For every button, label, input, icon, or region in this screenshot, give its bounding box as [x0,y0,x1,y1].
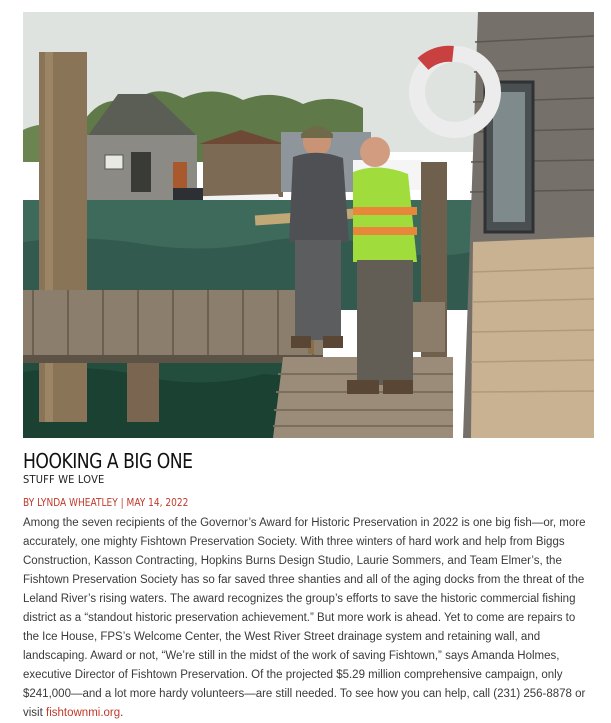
article-photo [23,12,594,438]
byline-date: MAY 14, 2022 [126,497,189,509]
article-end-punct: . [120,707,124,719]
article-category[interactable]: STUFF WE LOVE [23,473,105,486]
article-byline [23,496,188,510]
byline-prefix: BY [23,497,35,509]
fishtown-link[interactable]: fishtownmi.org [46,707,121,719]
article-body-text: Among the seven recipients of the Governor’s Award for Historic Preservation in 2022 is one big fish—or, more accurately, one mighty Fishtown Preservation Society. With three winters of hard work and help from Biggs Construction, Kasson Contracting, Hopkins Burns Design Studio, Laurie Sommers, and Team Elmer’s, the Fishtown Preservation Society has so far saved three shanties and all of the aging docks from the threat of the Leland River’s rising waters. The award recognizes the group’s efforts to save the historic commercial fishing district as a “standout historic preservation achievement.” But more work is ahead. Yet to come are repairs to the Ice House, FPS’s Welcome Center, the West River Street drainage system and retaining wall, and landscaping. Award or not, “We’re still in the midst of the work of saving Fishtown,” says Amanda Holmes, executive Director of Fishtown Preservation. Of the projected $5.29 million comprehensive campaign, only $241,000—and a lot more hardy volunteers—are still needed. To see how you can help, call (231) 256-8878 or visit [23,517,586,719]
byline-author[interactable]: LYNDA WHEATLEY [37,497,118,509]
byline-separator: | [120,497,124,509]
article-headline: HOOKING A BIG ONE [23,449,193,473]
article-body [23,514,594,723]
